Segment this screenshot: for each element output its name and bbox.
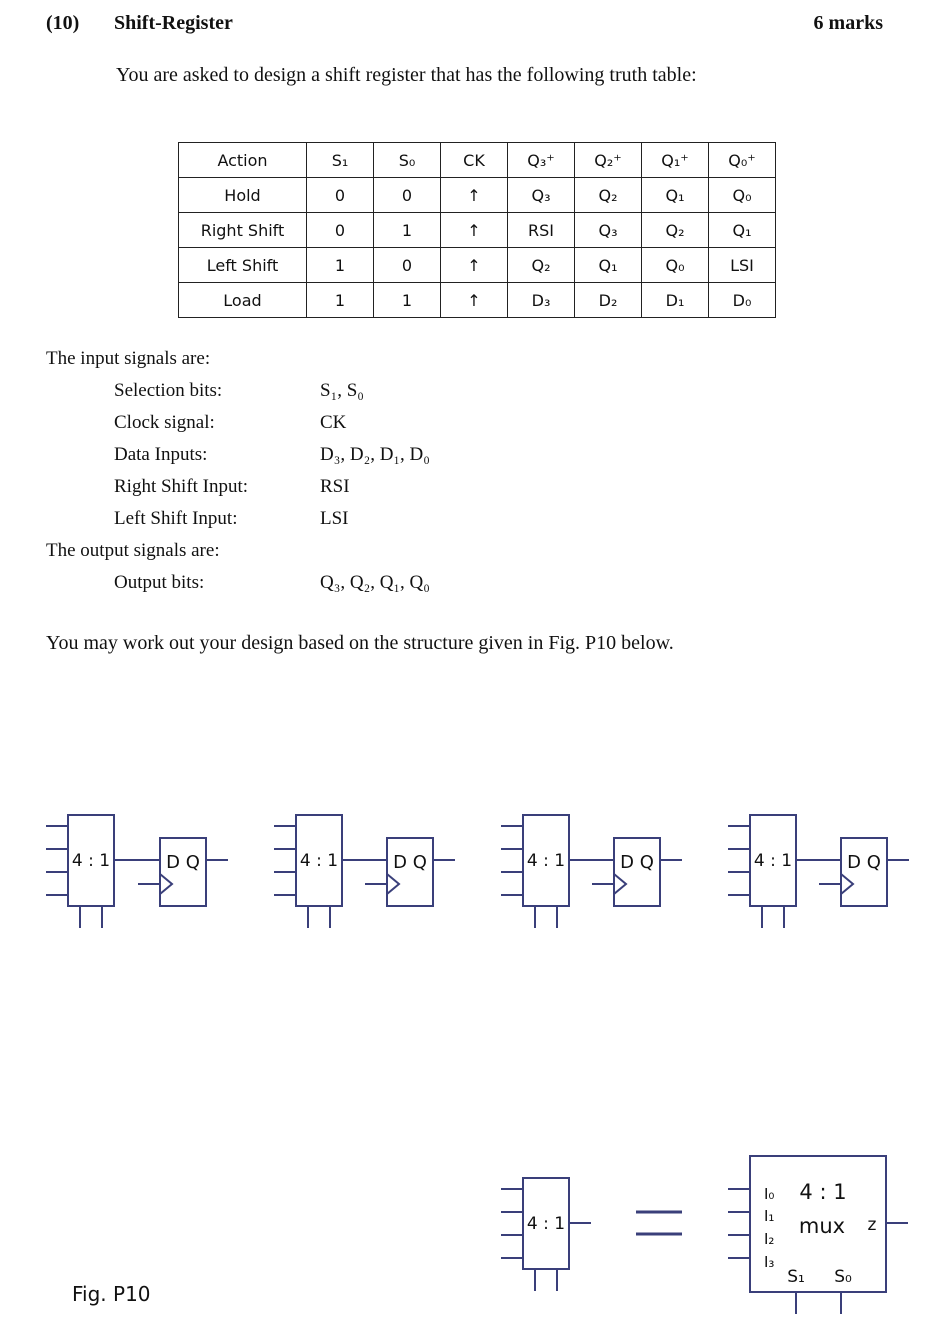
outputs-heading: The output signals are: — [46, 540, 220, 561]
table-cell: 1 — [374, 213, 441, 248]
input-label: Data Inputs: — [114, 444, 208, 465]
table-cell: D₁ — [642, 283, 709, 318]
table-cell: 1 — [307, 248, 374, 283]
table-header: Q₁⁺ — [642, 143, 709, 178]
figure-caption: Fig. P10 — [72, 1282, 151, 1306]
input-label: Right Shift Input: — [114, 476, 249, 497]
table-cell: RSI — [508, 213, 575, 248]
table-row — [179, 248, 776, 283]
legend-mux-sub: mux — [798, 1214, 846, 1238]
table-cell: Q₁ — [642, 178, 709, 213]
table-cell: Hold — [179, 178, 307, 213]
input-label: Selection bits: — [114, 380, 223, 401]
table-cell: Q₂ — [575, 178, 642, 213]
table-cell: ↑ — [441, 213, 508, 248]
legend-output-z: z — [867, 1215, 877, 1235]
table-cell: D₂ — [575, 283, 642, 318]
question-intro: You are asked to design a shift register that has the following truth table: — [116, 64, 697, 86]
question-title: Shift-Register — [114, 12, 233, 34]
table-header: CK — [441, 143, 508, 178]
table-cell: Q₀ — [642, 248, 709, 283]
question-marks: 6 marks — [813, 12, 883, 34]
input-value: RSI — [320, 476, 350, 497]
table-cell: Load — [179, 283, 307, 318]
table-cell: Q₀ — [709, 178, 776, 213]
table-cell: Q₁ — [709, 213, 776, 248]
mux-label: 4 : 1 — [526, 851, 566, 871]
table-cell: 0 — [307, 178, 374, 213]
legend-input-i1: I₁ — [764, 1207, 775, 1225]
clock-triangle — [841, 874, 853, 894]
table-cell: 0 — [307, 213, 374, 248]
mux-label: 4 : 1 — [299, 851, 339, 871]
flip-flop-label: D Q — [166, 852, 200, 873]
table-cell: Q₁ — [575, 248, 642, 283]
input-value: LSI — [320, 508, 349, 529]
figure-p10 — [0, 700, 945, 1326]
table-cell: Q₂ — [508, 248, 575, 283]
output-value: Q₃, Q₂, Q₁, Q₀ — [320, 572, 430, 593]
table-header: Q₂⁺ — [575, 143, 642, 178]
clock-triangle — [614, 874, 626, 894]
legend-mux-title: 4 : 1 — [799, 1180, 847, 1204]
table-cell: 0 — [374, 248, 441, 283]
table-header: Action — [179, 143, 307, 178]
legend-select-s0: S₀ — [834, 1267, 852, 1287]
inputs-heading: The input signals are: — [46, 348, 211, 369]
table-cell: ↑ — [441, 178, 508, 213]
table-header: Q₃⁺ — [508, 143, 575, 178]
legend-input-i2: I₂ — [764, 1230, 775, 1248]
legend-select-s1: S₁ — [787, 1267, 805, 1287]
table-cell: ↑ — [441, 283, 508, 318]
table-cell: Right Shift — [179, 213, 307, 248]
table-row — [179, 213, 776, 248]
flip-flop-label: D Q — [393, 852, 427, 873]
mux-label: 4 : 1 — [71, 851, 111, 871]
clock-triangle — [160, 874, 172, 894]
table-row — [179, 178, 776, 213]
table-cell: 0 — [374, 178, 441, 213]
table-cell: Q₃ — [575, 213, 642, 248]
table-header-row — [179, 143, 776, 178]
table-cell: ↑ — [441, 248, 508, 283]
table-header: S₀ — [374, 143, 441, 178]
work-note: You may work out your design based on the structure given in Fig. P10 below. — [46, 632, 674, 654]
truth-table — [178, 142, 776, 318]
table-cell: D₃ — [508, 283, 575, 318]
table-row — [179, 283, 776, 318]
input-value: S₁, S₀ — [320, 380, 364, 401]
legend-input-i0: I₀ — [764, 1185, 775, 1203]
input-value: CK — [320, 412, 347, 433]
flip-flop-label: D Q — [620, 852, 654, 873]
table-header: Q₀⁺ — [709, 143, 776, 178]
table-cell: Q₃ — [508, 178, 575, 213]
table-header: S₁ — [307, 143, 374, 178]
table-cell: 1 — [374, 283, 441, 318]
input-value: D₃, D₂, D₁, D₀ — [320, 444, 430, 465]
input-label: Clock signal: — [114, 412, 215, 433]
input-label: Left Shift Input: — [114, 508, 238, 529]
flip-flop-label: D Q — [847, 852, 881, 873]
mux-label: 4 : 1 — [753, 851, 793, 871]
table-cell: 1 — [307, 283, 374, 318]
legend-mux-label: 4 : 1 — [526, 1214, 566, 1234]
table-cell: LSI — [709, 248, 776, 283]
question-number: (10) — [46, 12, 80, 34]
table-cell: D₀ — [709, 283, 776, 318]
table-cell: Left Shift — [179, 248, 307, 283]
output-label: Output bits: — [114, 572, 205, 593]
legend-input-i3: I₃ — [764, 1253, 775, 1271]
table-cell: Q₂ — [642, 213, 709, 248]
clock-triangle — [387, 874, 399, 894]
